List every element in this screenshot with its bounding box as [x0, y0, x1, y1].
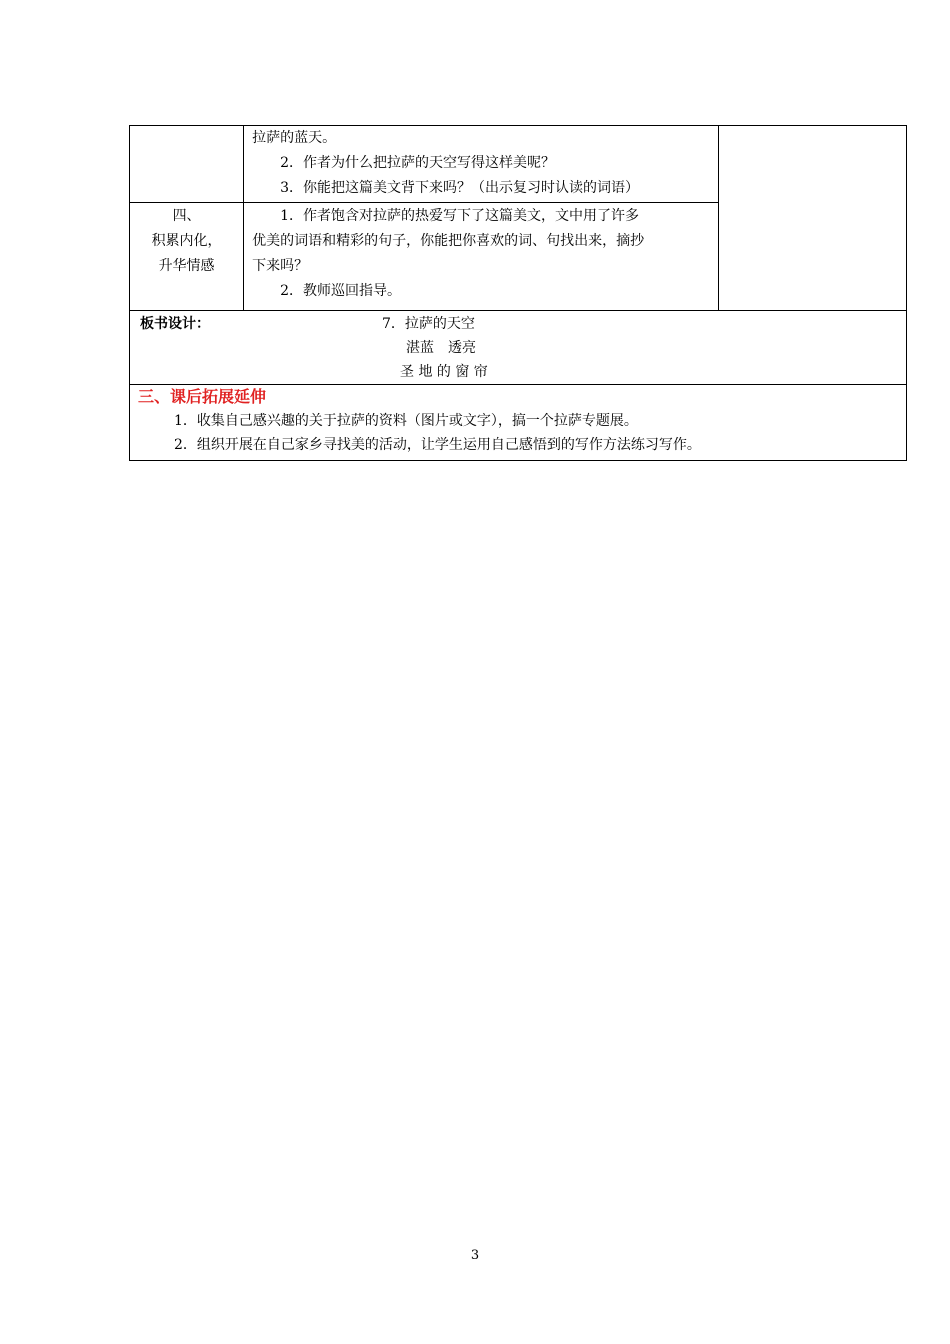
stage-cell: [130, 203, 244, 311]
content-line: 2．作者为什么把拉萨的天空写得这样美呢？: [280, 155, 556, 171]
stage-title-line-2: 升华情感: [158, 258, 215, 274]
page-number: 3: [470, 1248, 480, 1263]
content-line: 优美的词语和精彩的句子，你能把你喜欢的词、句找出来，摘抄: [252, 233, 645, 249]
table-row-board-design: [130, 311, 907, 385]
board-words: 湛蓝 透亮: [406, 340, 476, 356]
content-line: 1．作者饱含对拉萨的热爱写下了这篇美文，文中用了许多: [280, 208, 640, 224]
lesson-plan-table-wrapper: [129, 125, 907, 461]
content-line: 3．你能把这篇美文背下来吗？（出示复习时认读的词语）: [280, 180, 640, 196]
table-row-continuation: [130, 126, 907, 203]
content-cell-stage4: [244, 203, 719, 311]
extension-item: 2．组织开展在自己家乡寻找美的活动，让学生运用自己感悟到的写作方法练习写作。: [174, 437, 701, 453]
extension-heading: 三、课后拓展延伸: [138, 387, 267, 406]
table-row-extension: [130, 385, 907, 461]
stage-cell-empty: [130, 126, 244, 203]
extension-item: 1．收集自己感兴趣的关于拉萨的资料（图片或文字），搞一个拉萨专题展。: [174, 413, 638, 429]
board-design-cell: [130, 311, 907, 385]
stage-number: 四、: [172, 208, 201, 224]
extension-cell: [130, 385, 907, 461]
board-design-label: 板书设计：: [140, 316, 210, 332]
board-phrase: 圣 地 的 窗 帘: [400, 364, 488, 380]
board-title: 7．拉萨的天空: [382, 316, 475, 332]
stage-title-line-1: 积累内化，: [151, 233, 222, 249]
lesson-plan-table: [129, 125, 907, 461]
notes-cell: [718, 126, 906, 311]
content-line: 2．教师巡回指导。: [280, 283, 402, 299]
content-line: 拉萨的蓝天。: [252, 130, 337, 146]
content-line: 下来吗？: [252, 258, 309, 274]
content-cell-continuation: [244, 126, 719, 203]
